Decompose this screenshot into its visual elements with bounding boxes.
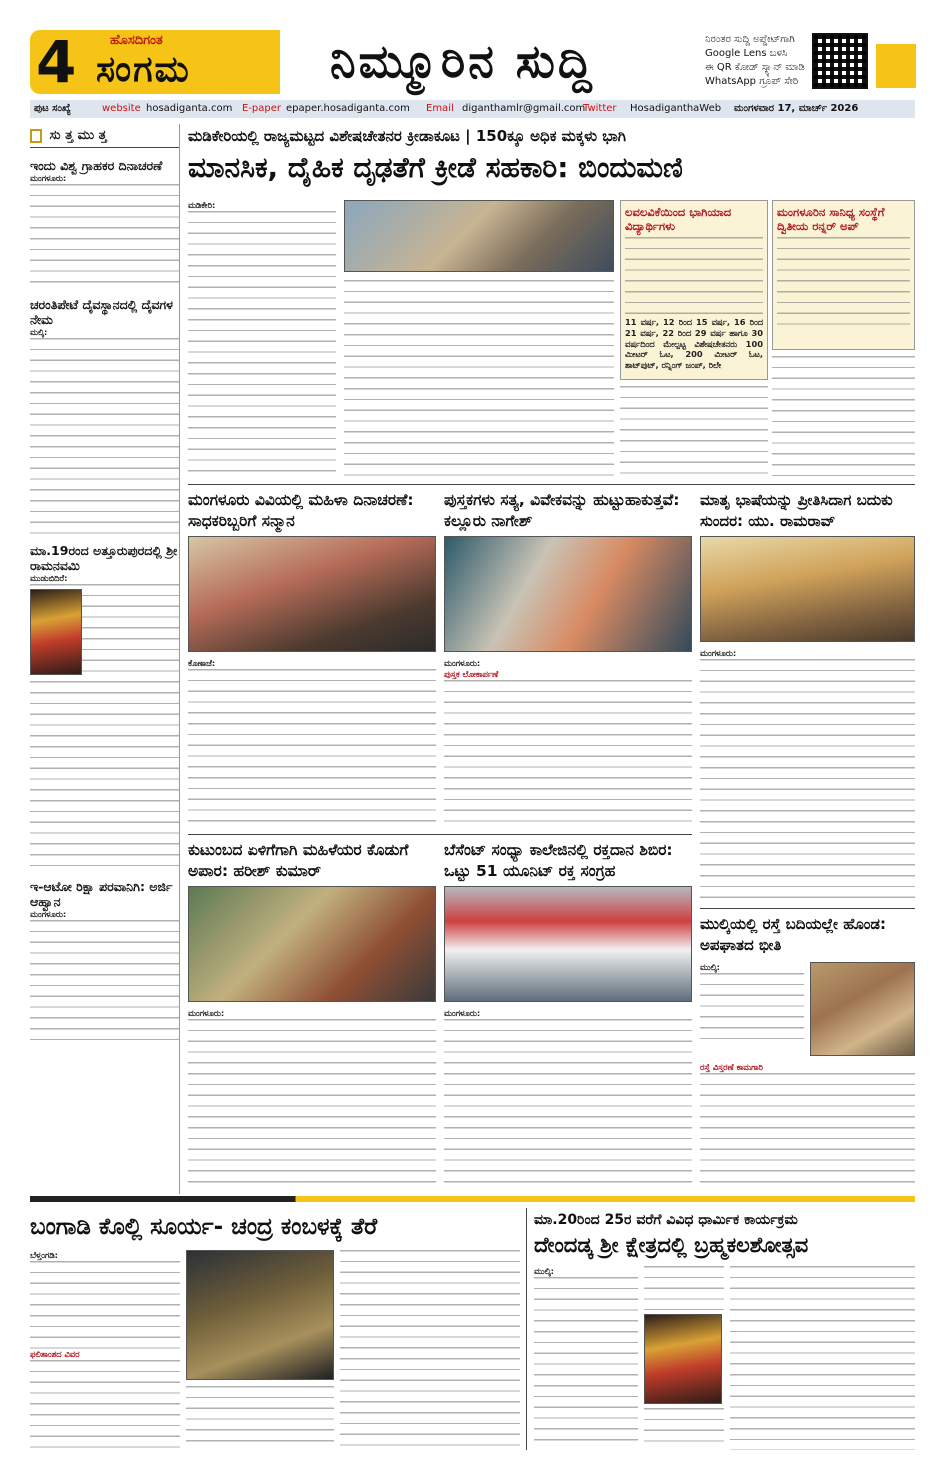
story-brahmakalashotsava (534, 1210, 915, 1260)
book-icon (30, 129, 42, 143)
story-womens-day (188, 490, 436, 532)
story-headline: ಕುಟುಂಬದ ಏಳಿಗೆಗಾಗಿ ಮಹಿಳೆಯರ ಕೊಡುಗೆ ಅಪಾರ: ಹರೀಶ್ ಕುಮಾರ್ (188, 841, 409, 880)
qr-line: Google Lens ಬಳಸಿ (705, 48, 788, 59)
qr-line: ಈ QR ಕೋಡ್ ಸ್ಕ್ಯಾನ್ ಮಾಡಿ (705, 62, 805, 73)
accent-tab (876, 44, 916, 88)
brief-body: ಮಂಗಳೂರು: (30, 909, 179, 1049)
twitter-label: Twitter (583, 103, 617, 114)
story-headline: ದೇಂದಡ್ಕ ಶ್ರೀ ಕ್ಷೇತ್ರದಲ್ಲಿ ಬ್ರಹ್ಮಕಲಶೋತ್ಸವ (534, 1233, 809, 1257)
email-link[interactable]: diganthamlr@gmail.com (462, 103, 586, 114)
website-link[interactable]: hosadiganta.com (146, 103, 233, 114)
sidebox-intro (625, 237, 763, 315)
story-body-4 (730, 1266, 915, 1450)
story-kambala (30, 1210, 520, 1244)
deity-photo (644, 1314, 722, 1404)
issue-date: ಮಂಗಳವಾರ 17, ಮಾರ್ಚ್ 2026 (734, 103, 859, 114)
top-story-body-3 (620, 386, 768, 480)
epaper-label: E-paper (242, 103, 282, 114)
temple-deity-photo (30, 589, 82, 675)
story-subhead: ರಸ್ತೆ ವಿಸ್ತರಣೆ ಕಾಮಗಾರಿ (700, 1062, 763, 1072)
top-story-body-4 (772, 356, 915, 480)
story-body: ಮಂಗಳೂರು: (188, 1008, 436, 1190)
top-story-photo (344, 200, 614, 272)
qr-line: ನಿರಂತರ ಸುದ್ದಿ ಅಪ್ಡೇಟ್‌ಗಾಗಿ (705, 34, 795, 45)
divider (188, 484, 915, 485)
story-body: ಕೊಣಾಜೆ: (188, 658, 436, 828)
story-books (444, 490, 692, 532)
divider (188, 834, 692, 835)
top-story-headline: ಮಾನಸಿಕ, ದೈಹಿಕ ದೃಢತೆಗೆ ಕ್ರೀಡೆ ಸಹಕಾರಿ: ಬಿಂದುಮಣಿ (188, 151, 683, 184)
top-story-kicker: ಮಡಿಕೇರಿಯಲ್ಲಿ ರಾಜ್ಯಮಟ್ಟದ ವಿಶೇಷಚೇತನರ ಕ್ರೀಡಾಕೂಟ | 150ಕ್ಕೂ ಅಧಿಕ ಮಕ್ಕಳು ಭಾಗಿ (188, 127, 626, 145)
qr-instructions (705, 33, 815, 89)
story-subhead: ಪುಸ್ತಕ ಲೋಕಾರ್ಪಣೆ (444, 668, 499, 679)
sidebox-body (777, 237, 910, 333)
brief-title: ಚರಂತಿಪೇಟೆ ದೈವಸ್ಥಾನದಲ್ಲಿ ದೈವಗಳ ನೇಮ (30, 297, 173, 327)
story-body: ಮುಲ್ಕಿ: (534, 1266, 638, 1450)
section-title: ನಿಮ್ಮೂರಿನ ಸುದ್ದಿ (330, 34, 595, 88)
info-bar (30, 100, 915, 118)
story-kicker: ಮಾ.20ರಿಂದ 25ರ ವರೆಗೆ ವಿವಿಧ ಧಾರ್ಮಿಕ ಕಾರ್ಯಕ್ರಮ (534, 1212, 798, 1228)
section-label: ಪುಟ ಸಂಖ್ಯೆ (34, 103, 71, 114)
story-body-3 (644, 1408, 724, 1450)
brief-title: ಮಾ.19ರಂದ ಅತ್ತೂರುಪುರದಲ್ಲಿ ಶ್ರೀ ರಾಮನವಮಿ (30, 543, 178, 573)
pothole-photo (810, 962, 915, 1056)
page-number: 4 (36, 28, 77, 96)
story-body: ಮುಲ್ಕಿ: (700, 962, 804, 1042)
story-headline: ಬೆಸೆಂಟ್ ಸಂಧ್ಯಾ ಕಾಲೇಜಿನಲ್ಲಿ ರಕ್ತದಾನ ಶಿಬಿರ: ಒಟ್ಟು 51 ಯೂನಿಟ್ ರಕ್ತ ಸಂಗ್ರಹ (444, 841, 673, 880)
story-body: ಬೆಳ್ತಂಗಡಿ: ಫಲಿತಾಂಶದ ವಿವರ (30, 1250, 180, 1450)
story-blood-donation (444, 840, 692, 882)
qr-line: WhatsApp ಗ್ರೂಪ್ ಸೇರಿ (705, 76, 799, 87)
brand-logo: ಸಂಗಮ (96, 48, 191, 90)
column-divider (526, 1208, 527, 1450)
story-photo (444, 886, 692, 1002)
story-mother-tongue (700, 490, 915, 532)
story-body: ಮಂಗಳೂರು: (700, 648, 915, 904)
story-body-2 (186, 1386, 334, 1450)
story-body-2 (644, 1266, 724, 1310)
story-headline: ಬಂಗಾಡಿ ಕೊಲ್ಲಿ ಸೂರ್ಯ- ಚಂದ್ರ ಕಂಬಳಕ್ಕೆ ತೆರೆ (30, 1214, 378, 1240)
epaper-link[interactable]: epaper.hosadiganta.com (286, 103, 410, 114)
story-headline: ಪುಸ್ತಕಗಳು ಸತ್ಯ, ವಿವೇಕವನ್ನು ಹುಟ್ಟುಹಾಕುತ್ತವೆ: ಕಲ್ಲೂರು ನಾಗೇಶ್ (444, 491, 680, 530)
brief-title: ಇಂದು ವಿಶ್ವ ಗ್ರಾಹಕರ ದಿನಾಚರಣೆ (30, 158, 163, 173)
top-story-body-2 (344, 280, 614, 480)
qr-code-icon[interactable] (812, 33, 868, 89)
story-body: ಮಂಗಳೂರು: (444, 1008, 692, 1190)
story-headline: ಮಾತೃ ಭಾಷೆಯನ್ನು ಪ್ರೀತಿಸಿದಾಗ ಬದುಕು ಸುಂದರ: ಯು. ರಾಮರಾವ್ (700, 491, 893, 530)
sidebox-runnerup (772, 200, 915, 350)
story-subhead: ಫಲಿತಾಂಶದ ವಿವರ (30, 1348, 80, 1359)
brief-title: ಇ-ಆಟೋ ರಿಕ್ಷಾ ಪರವಾನಿಗಿ: ಅರ್ಜಿ ಆಹ್ವಾನ (30, 879, 173, 909)
story-body-2 (700, 1062, 915, 1190)
brand-small: ಹೊಸದಿಗಂತ (110, 33, 163, 48)
sidebox-title: ಲವಲವಿಕೆಯಿಂದ ಭಾಗಿಯಾದ ವಿದ್ಯಾರ್ಥಿಗಳು (625, 205, 732, 233)
masthead (0, 0, 945, 100)
left-briefs-column (30, 124, 180, 1194)
sidebox-participants (620, 200, 768, 380)
story-headline: ಮಂಗಳೂರು ವಿವಿಯಲ್ಲಿ ಮಹಿಳಾ ದಿನಾಚರಣೆ: ಸಾಧಕರಿಬ್ಬರಿಗೆ ಸನ್ಮಾನ (188, 491, 414, 530)
story-photo (700, 536, 915, 642)
story-headline: ಮುಲ್ಕಿಯಲ್ಲಿ ರಸ್ತೆ ಬದಿಯಲ್ಲೇ ಹೊಂಡ: ಅಪಘಾತದ ಭೀತಿ (700, 915, 886, 954)
brief-body: ಮುಡುಬಿದಿರೆ: (30, 573, 179, 873)
website-label: website (102, 103, 141, 114)
twitter-link[interactable]: HosadiganthaWeb (630, 103, 722, 114)
email-label: Email (426, 103, 454, 114)
story-photo (188, 536, 436, 652)
story-family-women (188, 840, 436, 882)
brief-body: ಮಂಗಳೂರು: (30, 173, 179, 291)
divider (700, 908, 915, 909)
suttamutta-logo: ಸು ತ್ತ ಮು ತ್ತ (30, 128, 179, 148)
story-body-3 (340, 1250, 520, 1450)
story-photo (444, 536, 692, 652)
kambala-photo (186, 1250, 334, 1380)
story-body: ಮಂಗಳೂರು: ಪುಸ್ತಕ ಲೋಕಾರ್ಪಣೆ (444, 658, 692, 828)
sidebox-figures: 11 ವರ್ಷ, 12 ರಿಂದ 15 ವರ್ಷ, 16 ರಿಂದ 21 ವರ್ಷ, 22 ರಿಂದ 29 ವರ್ಷ ಹಾಗೂ 30 ವರ್ಷದಿಂದ ಮೇಲ್ಪಟ್ಟ ವಿಶೇಷಚೇತನರು 100 ಮೀಟರ್ ಓಟ, 200 ಮೀಟರ್ ಓಟ, ಶಾಟ್‌ಪುಟ್, ರನ್ನಿಂಗ್ ಜಂಪ್, ರಿಲೇ (625, 317, 763, 371)
bottom-band (30, 1196, 915, 1202)
brief-body: ಮಲ್ಕಿ: (30, 327, 179, 537)
sidebox-title: ಮಂಗಳೂರಿನ ಸಾನಿಧ್ಯ ಸಂಸ್ಥೆಗೆ ದ್ವಿತೀಯ ರನ್ನರ್ ಅಪ್ (777, 205, 885, 233)
top-story-body: ಮಡಿಕೇರಿ: (188, 200, 336, 480)
story-mulki-pothole (700, 914, 915, 956)
story-photo (188, 886, 436, 1002)
